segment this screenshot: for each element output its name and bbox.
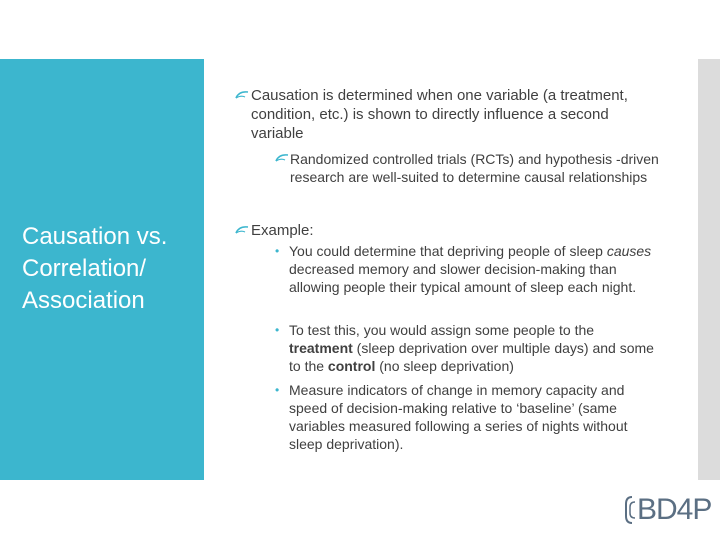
example-item-3-text: Measure indicators of change in memory capacity and speed of decision-making relative to ‘baseline’ (same variables measured following a series of nights without sleep deprivation). [289, 382, 628, 452]
bullet-swoosh-icon [235, 225, 249, 235]
example-item-2-text-c: (no sleep deprivation) [375, 358, 514, 374]
causation-keyword: Causation [251, 87, 319, 104]
control-keyword: control [327, 358, 376, 374]
example-item-1 [275, 242, 659, 296]
example-item-1-emphasis: causes [606, 243, 652, 259]
rct-text: Randomized controlled trials (RCTs) and hypothesis -driven research are well-suited to determine causal relationships [290, 151, 659, 185]
bullet-causation [251, 86, 641, 143]
bullet-swoosh-icon [275, 153, 289, 163]
logo-text: BD4P [637, 493, 712, 526]
logo-bracket-icon [622, 494, 636, 526]
example-item-1-text-a: You could determine that depriving people of sleep [289, 243, 607, 259]
example-item-2-text-a: To test this, you would assign some people to the [289, 322, 595, 338]
slide-title: Causation vs. Correlation/ Association [22, 223, 168, 314]
example-item-3 [275, 381, 659, 453]
sub-bullet-rct [290, 150, 670, 186]
example-label: Example: [251, 222, 314, 239]
example-item-2-text-b: (sleep deprivation over multiple days) and some to the [289, 340, 654, 374]
example-item-1-text-b: decreased memory and slower decision-making than allowing people their typical amount of sleep each night. [289, 261, 637, 295]
bullet-dot-icon: • [275, 383, 280, 397]
bullet-dot-icon: • [275, 244, 280, 258]
bullet-dot-icon: • [275, 323, 280, 337]
example-item-2 [275, 321, 659, 375]
treatment-keyword: treatment [289, 340, 353, 356]
bullet-swoosh-icon [235, 90, 249, 100]
bd4p-logo [622, 493, 712, 526]
bullet-example [251, 221, 641, 240]
causation-text: is determined when one variable (a treatment, condition, etc.) is shown to directly influence a second variable [251, 87, 628, 142]
